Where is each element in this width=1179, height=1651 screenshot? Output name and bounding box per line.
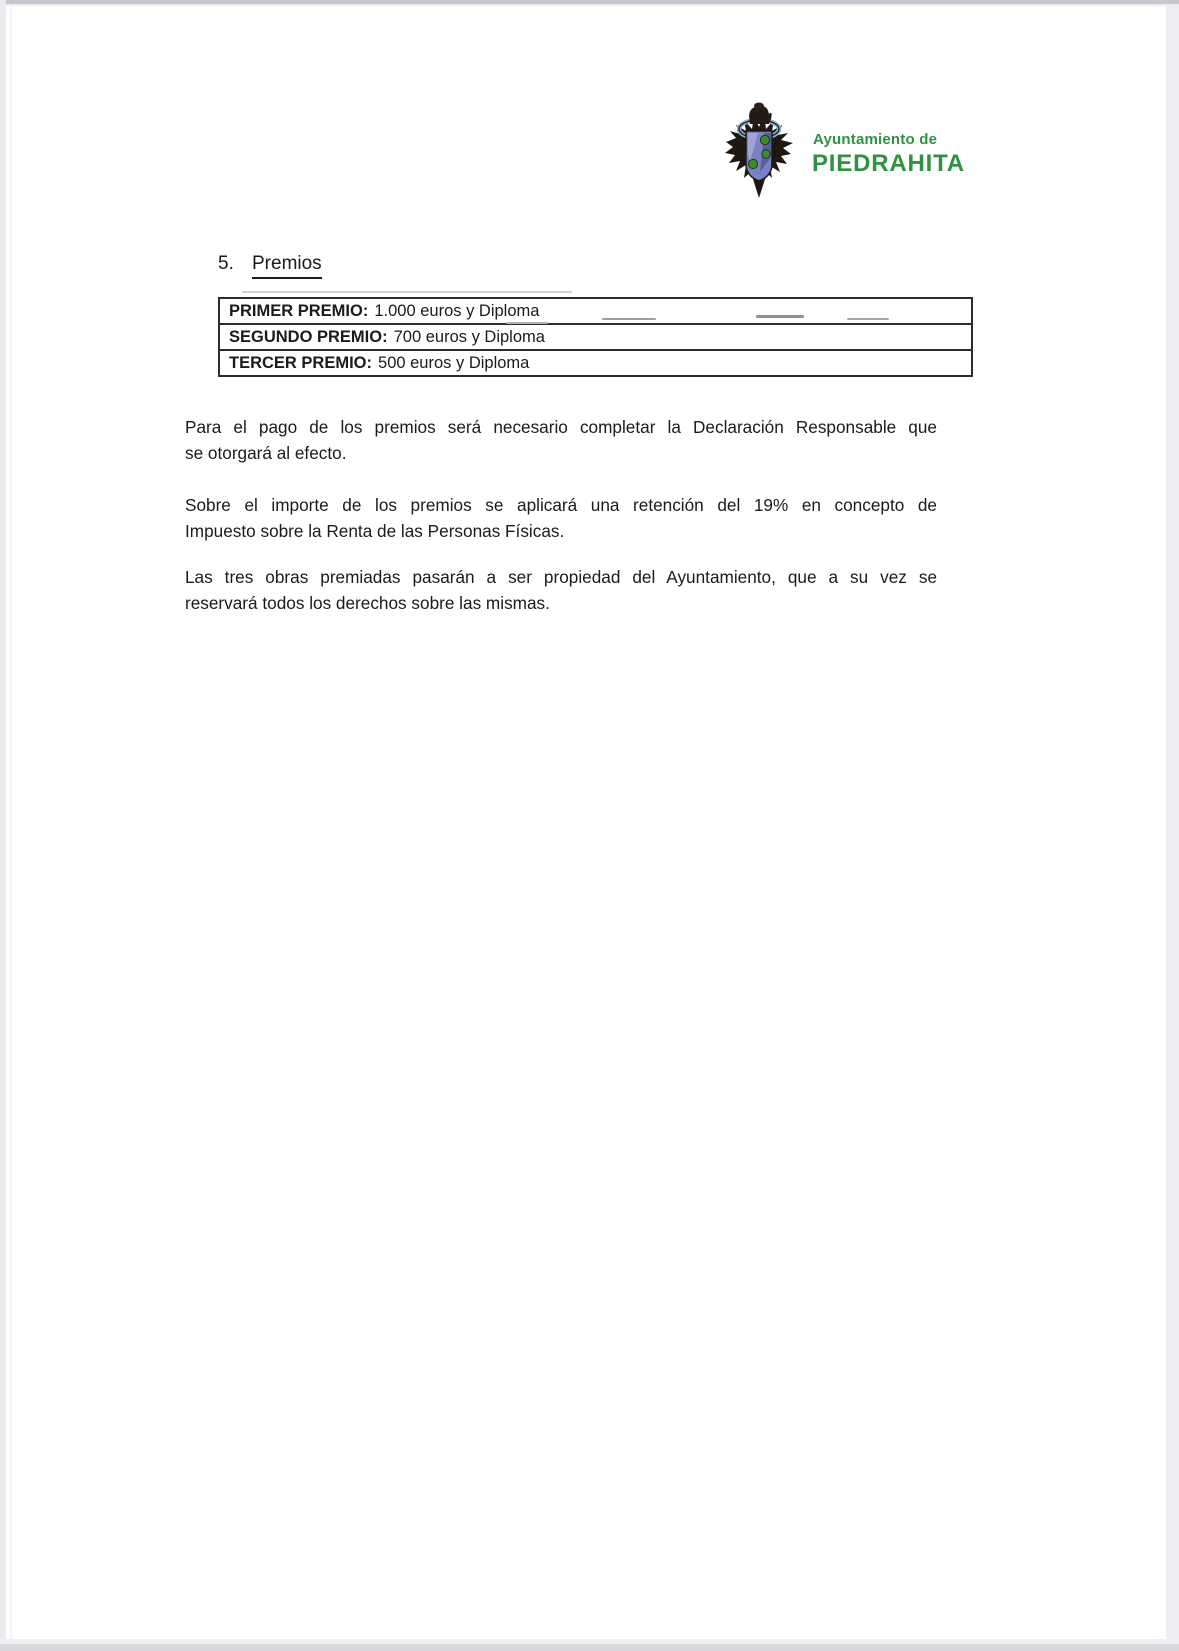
org-name: PIEDRAHITA xyxy=(812,150,965,177)
paragraph-line: Las tres obras premiadas pasarán a ser propiedad del Ayuntamiento, que a su vez se xyxy=(185,567,937,587)
coat-of-arms-icon xyxy=(720,102,798,200)
scan-artifact xyxy=(847,318,889,320)
prizes-table xyxy=(218,297,973,377)
scan-edge-bottom xyxy=(0,1644,1179,1651)
prize-row-third xyxy=(220,351,971,375)
paragraph-line: Sobre el importe de los premios se aplicará una retención del 19% en concepto de xyxy=(185,495,937,515)
paragraph-line: se otorgará al efecto. xyxy=(185,443,347,463)
prize-label: PRIMER PREMIO: xyxy=(229,302,369,320)
section-heading xyxy=(218,253,322,279)
scan-edge-left xyxy=(0,0,6,1651)
paragraph-line: reservará todos los derechos sobre las mismas. xyxy=(185,593,550,613)
prize-value: 1.000 euros y Diploma xyxy=(374,302,540,320)
scan-edge-left-light xyxy=(10,6,12,1641)
paragraph-payment xyxy=(185,414,937,466)
scan-artifact xyxy=(506,322,548,324)
prize-row-first xyxy=(220,299,971,325)
scan-edge-right xyxy=(1166,6,1179,1641)
paragraph-ownership xyxy=(185,564,937,616)
prize-row-second xyxy=(220,325,971,351)
paragraph-line: Para el pago de los premios será necesario completar la Declaración Responsable que xyxy=(185,417,937,437)
scan-artifact xyxy=(756,315,804,318)
scan-artifact xyxy=(242,291,572,293)
prize-value: 700 euros y Diploma xyxy=(393,328,545,346)
prize-label: TERCER PREMIO: xyxy=(229,354,373,372)
scan-artifact xyxy=(602,318,656,320)
org-subtitle: Ayuntamiento de xyxy=(813,131,938,148)
scan-edge-top-light xyxy=(0,4,1179,6)
paragraph-line: Impuesto sobre la Renta de las Personas Físicas. xyxy=(185,521,565,541)
paragraph-tax xyxy=(185,492,937,544)
prize-label: SEGUNDO PREMIO: xyxy=(229,328,388,346)
prize-value: 500 euros y Diploma xyxy=(378,354,530,372)
section-number: 5. xyxy=(218,253,234,274)
section-title: Premios xyxy=(252,253,322,279)
